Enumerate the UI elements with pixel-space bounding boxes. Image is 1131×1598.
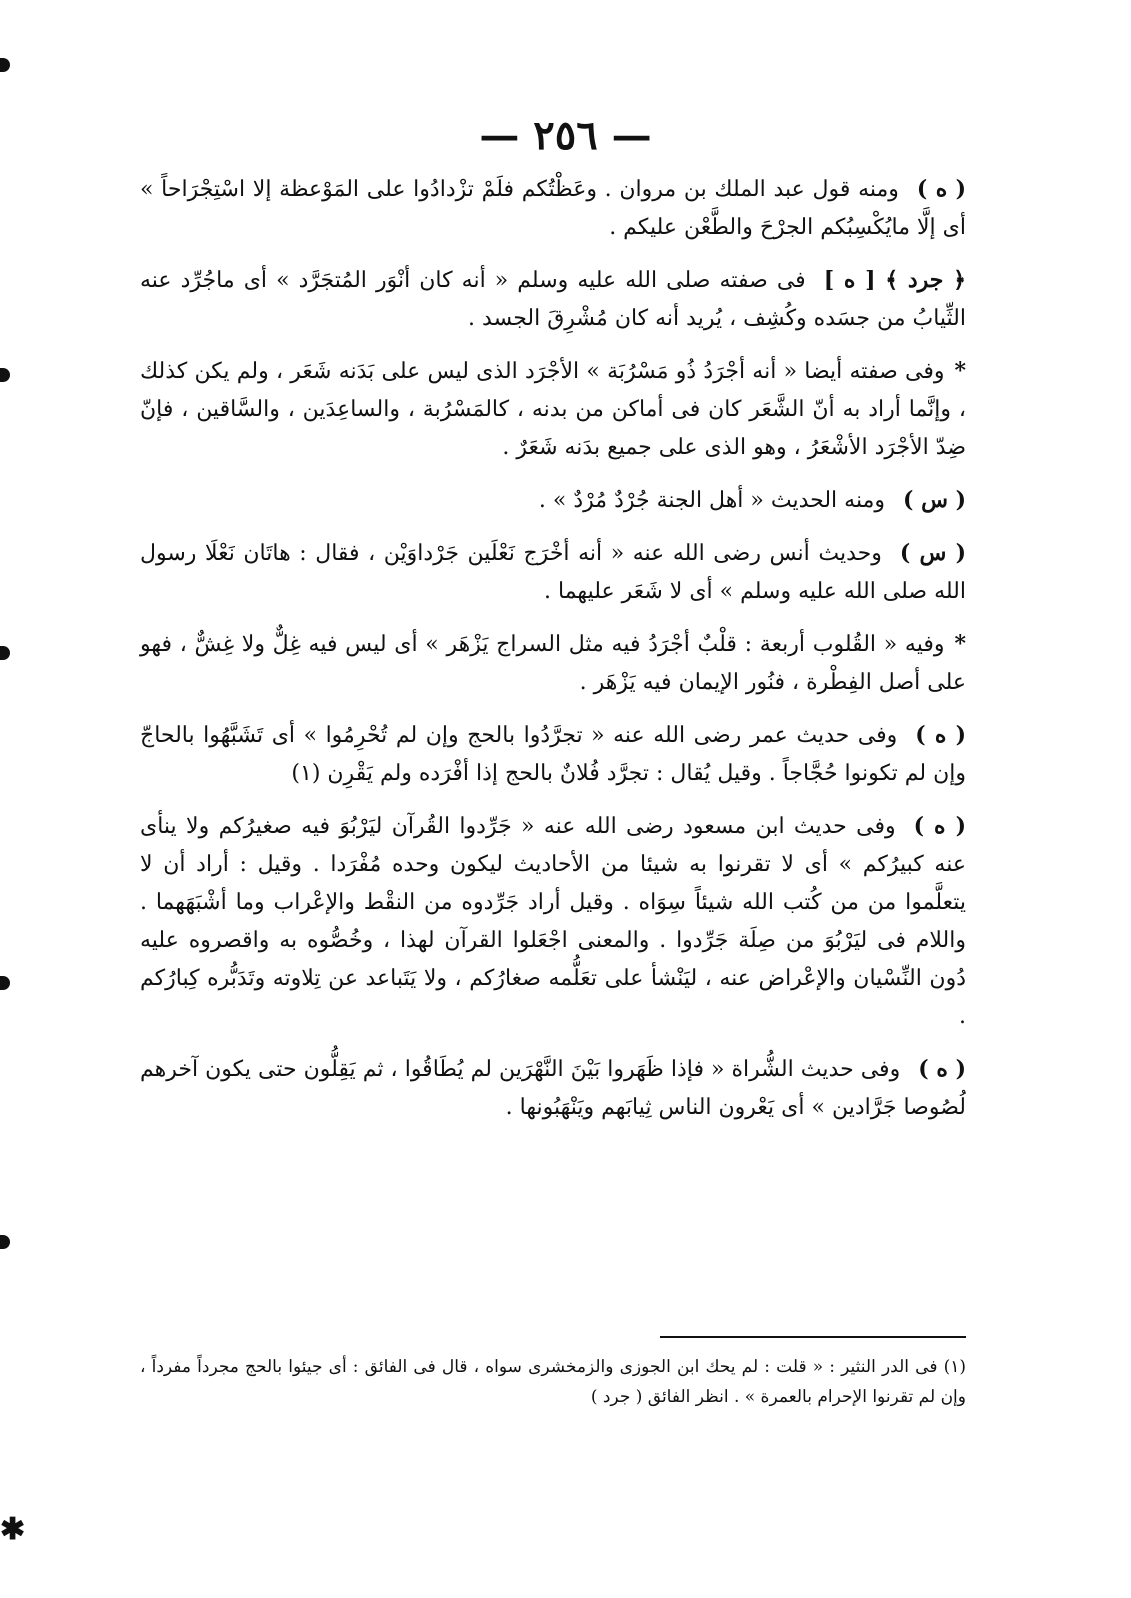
page-number: — ٢٥٦ — [479,112,652,159]
paragraph-2 [140,261,966,338]
paragraph-6 [140,625,966,702]
paragraph-text: وحديث أنس رضى الله عنه « أنه أخْرَج نَعْلَين جَرْداوَيْن ، فقال : هاتَان نَعْلَا رسول الله صلى الله عليه وسلم » أى لا شَعَر عليهما . [140,541,966,604]
paragraph-7 [140,716,966,793]
paragraph-4 [140,481,966,520]
paragraph-text: فى صفته صلى الله عليه وسلم « أنه كان أنْوَر المُتجَرَّد » أى ماجُرِّد عنه الثِّيابُ من جسَده وكُشِف ، يُريد أنه كان مُشْرِقَ الجسد . [140,268,966,331]
corner-mark-icon: ✱ [0,1512,26,1547]
entry-heading: ﴿ جرد ﴾ [ ه ] [823,267,966,293]
asterisk-marker: * [954,631,966,657]
binding-mark [0,368,10,382]
binding-mark [0,976,10,990]
source-marker: ( ه ) [916,176,966,202]
source-marker: ( ه ) [915,722,966,748]
asterisk-marker: * [954,358,966,384]
paragraph-text: ومنه الحديث « أهل الجنة جُرْدٌ مُرْدٌ » . [538,488,885,513]
paragraph-text: وفى حديث عمر رضى الله عنه « تجرَّدُوا بالحج وإن لم تُحْرِمُوا » أى تَشَبَّهُوا بالحاجّ وإن لم تكونوا حُجَّاجاً . وقيل يُقال : تجرَّد فُلانٌ بالحج إذا أفْرَده ولم يَقْرِن (١) [140,723,966,786]
paragraph-9 [140,1050,966,1127]
main-text [140,170,966,1141]
source-marker: ( ه ) [918,1056,966,1082]
paragraph-text: وفى حديث ابن مسعود رضى الله عنه « جَرِّدوا القُرآن ليَرْبُوَ فيه صغيرُكم ولا ينأى عنه كبيرُكم » أى لا تقرنوا به شيئا من الأحاديث ليكون وحده مُفْرَدا . وقيل : أراد أن لا يتعلَّموا من من كُتب الله شيئاً سِوَاه . وقيل أراد جَرِّدوه من النقْط والإعْراب وما أشْبَهَهما . واللام فى ليَرْبُوَ من صِلَة جَرِّدوا . والمعنى اجْعَلوا القرآن لهذا ، وخُصُّوه به واقصروه عليه دُون النِّسْيان والإعْراض عنه ، ليَنْشأ على تعَلُّمه صغارُكم ، ولا يَتَباعد عن تِلاوته وتَدَبُّره كِبارُكم . [140,814,966,1029]
paragraph-text: وفى صفته أيضا « أنه أجْرَدُ ذُو مَسْرُبَة » الأجْرَد الذى ليس على بَدَنه شَعَر ، ولم يكن كذلك ، وإنَّما أراد به أنّ الشَّعَر كان فى أماكن من بدنه ، كالمَسْرُبة ، والساعِدَين ، والسَّاقين ، فإنّ ضِدّ الأجْرَد الأشْعَرُ ، وهو الذى على جميع بدَنه شَعَرٌ . [140,359,966,460]
paragraph-text: وفيه « القُلوب أربعة : قلْبٌ أجْرَدُ فيه مثل السراج يَزْهَر » أى ليس فيه غِلٌّ ولا غِشٌّ ، فهو على أصل الفِطْرة ، فنُور الإيمان فيه يَزْهَر . [140,632,966,695]
binding-mark [0,1235,10,1249]
footnotes [140,1352,966,1412]
paragraph-text: ومنه قول عبد الملك بن مروان . وعَظْتُكم فلَمْ تزْدادُوا على المَوْعظة إلا اسْتِجْرَاحاً » أى إلَّا مايُكْسِبُكم الجرْحَ والطَّعْن عليكم . [140,177,966,240]
paragraph-text: وفى حديث الشُّراة « فإذا ظَهَروا بَيْنَ النَّهْرَين لم يُطَاقُوا ، ثم يَقِلُّون حتى يكون آخرهم لُصُوصا جَرَّادين » أى يَعْرون الناس ثِيابَهم ويَنْهَبُونها . [140,1057,966,1120]
source-marker: ( س ) [903,487,966,513]
paragraph-8 [140,807,966,1036]
paragraph-1 [140,170,966,247]
binding-mark [0,646,10,660]
source-marker: ( ه ) [913,813,966,839]
footnote-1: (١) فى الدر النثير : « قلت : لم يحك ابن الجوزى والزمخشرى سواه ، قال فى الفائق : أى جيئوا بالحج مجرداً مفرداً ، وإن لم تقرنوا الإحرام بالعمرة » . انظر الفائق ( جرد ) [140,1357,966,1407]
source-marker: ( س ) [899,540,966,566]
paragraph-5 [140,534,966,611]
paragraph-3 [140,352,966,467]
binding-mark [0,58,10,72]
footnote-divider [660,1336,966,1338]
